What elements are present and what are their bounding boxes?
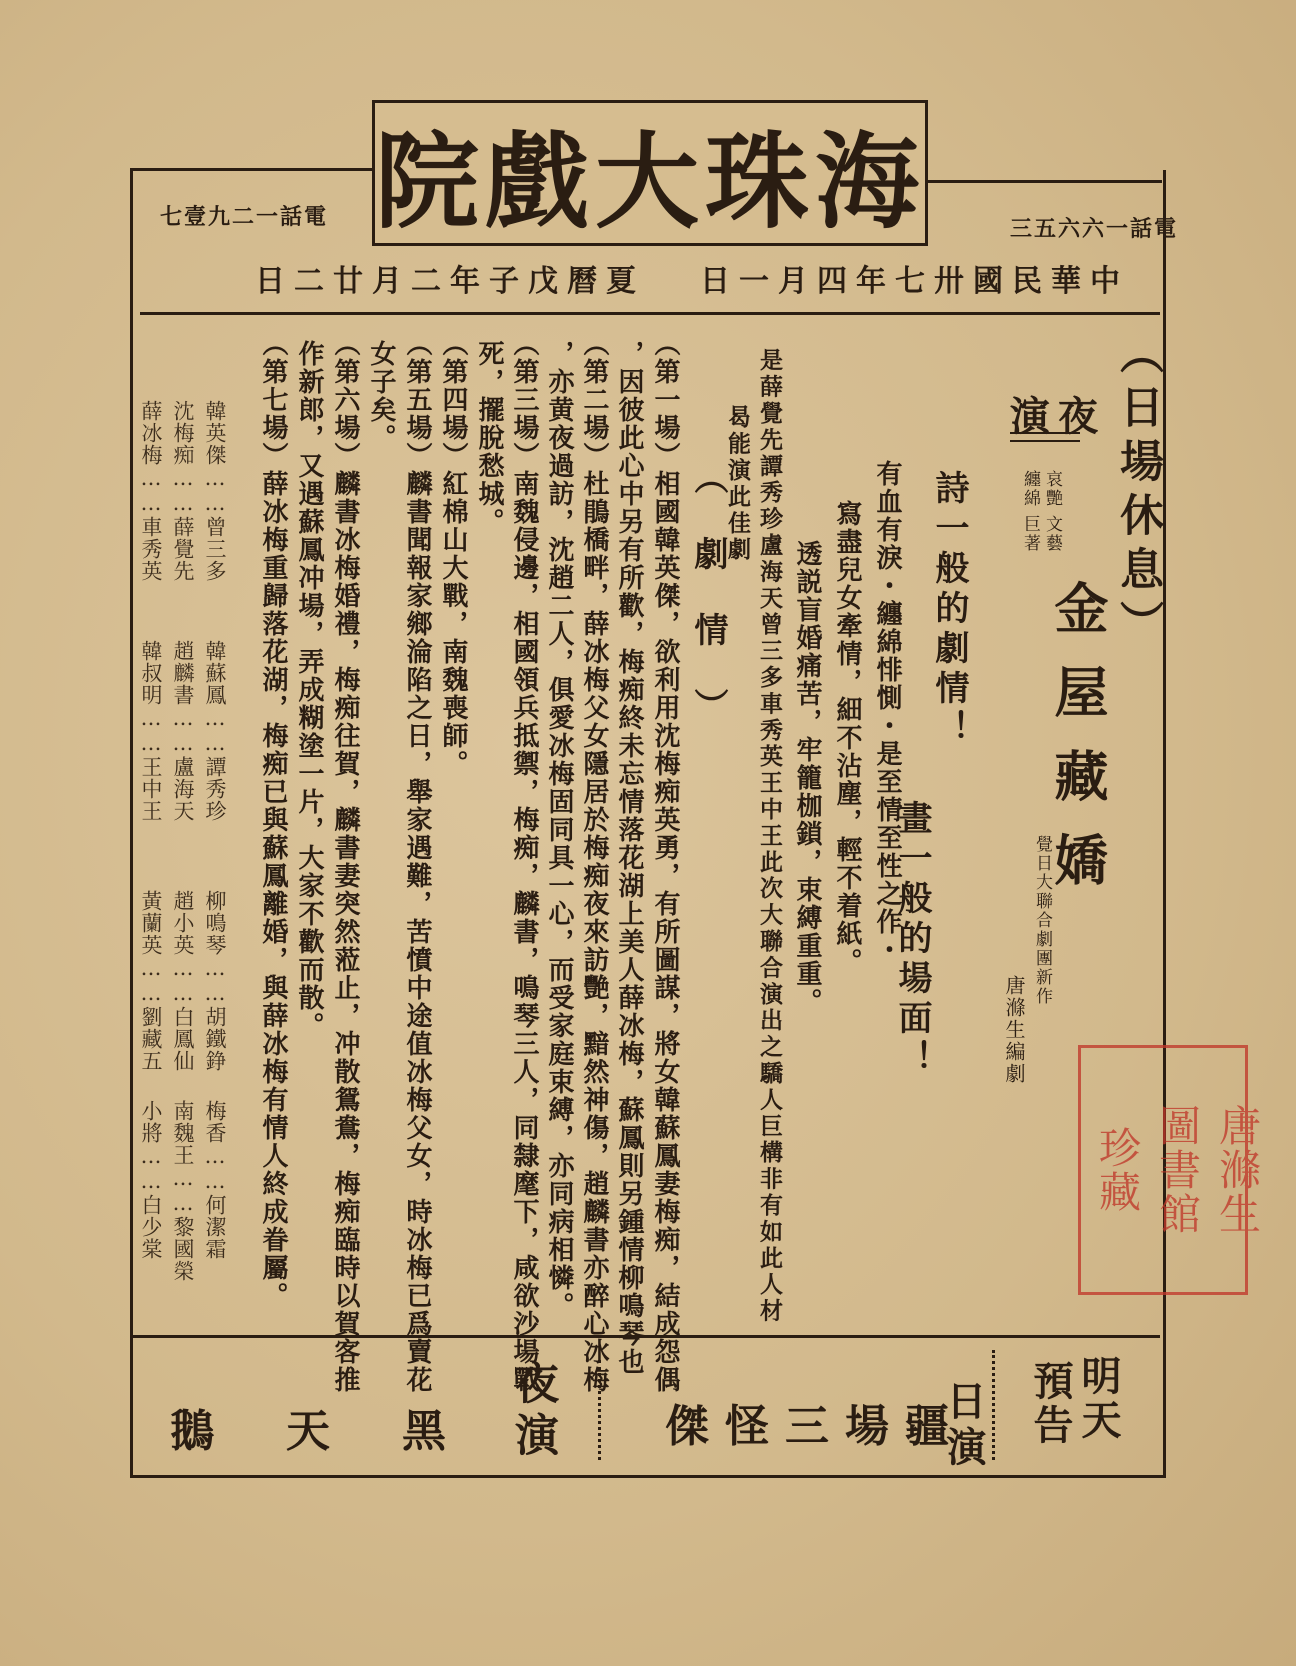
cast-separator: ……	[171, 466, 195, 516]
cast-role: 趙麟書	[171, 640, 195, 706]
cast-actor: 車秀英	[139, 516, 163, 582]
synopsis-line: （第二場）杜鵑橋畔，薛冰梅父女隱居於梅痴夜來訪艷，黯然神傷，趙麟書亦醉心冰梅	[579, 330, 609, 1394]
blurb-line: 是薛覺先譚秀珍盧海天曾三多車秀英王中王此次大聯合演出之驕人巨構非有如此人材	[756, 348, 783, 1325]
day-show-play: 疆場三怪傑	[665, 1401, 965, 1452]
cast-separator: ……	[171, 706, 195, 756]
preview-label: 預告	[1027, 1360, 1074, 1448]
synopsis-line: （第四場）紅棉山大戰，南魏喪師。	[438, 330, 468, 778]
day-show-label: 日演	[940, 1380, 987, 1472]
cast-entry	[136, 890, 166, 1072]
cast-actor: 黎國榮	[171, 1216, 195, 1282]
cast-separator: ……	[203, 706, 227, 756]
seal-text: 圖書館	[1153, 1104, 1202, 1236]
cast-actor: 譚秀珍	[203, 756, 227, 822]
cast-entry	[168, 1100, 198, 1282]
blurb-line: 曷能演此佳劇	[724, 405, 751, 564]
seal-text: 唐滌生	[1213, 1104, 1262, 1236]
day-show-notice: （日場休息）	[1112, 330, 1163, 654]
preview-label: 明天	[1075, 1355, 1122, 1443]
cast-entry	[136, 400, 166, 582]
night-show-label: 夜演	[507, 1360, 558, 1464]
cast-actor: 胡鐵錚	[203, 1006, 227, 1072]
cast-actor: 薛覺先	[171, 516, 195, 582]
tag: 纏綿	[1020, 470, 1040, 508]
cast-role: 趙小英	[171, 890, 195, 956]
cast-entry	[200, 640, 230, 822]
cast-separator: ……	[139, 466, 163, 516]
cast-entry	[168, 890, 198, 1072]
cast-separator: ……	[139, 706, 163, 756]
cast-role: 韓叔明	[139, 640, 163, 706]
cast-separator: ……	[171, 1166, 195, 1216]
cast-entry	[200, 890, 230, 1072]
date-republic: 中華民國卅七年四月一日	[700, 264, 1129, 299]
library-seal	[1078, 1045, 1262, 1295]
synopsis-line: （第七場）薛冰梅重歸落花湖，梅痴已與蘇鳳離婚，與薛冰梅有情人終成眷屬。	[258, 330, 288, 1310]
company-name: 覺日大聯合劇團新作	[1032, 835, 1052, 1006]
night-label: 夜演	[1010, 393, 1106, 440]
night-show-play: 黑天鵝	[170, 1406, 518, 1457]
synopsis-line: 作新郎，又遇蘇鳳冲場，弄成糊塗一片，大家不歡而散。	[294, 340, 324, 1040]
cast-separator: ……	[171, 956, 195, 1006]
cast-actor: 白鳳仙	[171, 1006, 195, 1072]
cast-role: 沈梅痴	[171, 400, 195, 466]
cast-entry	[168, 400, 198, 582]
writer-credit: 唐滌生編劇	[1002, 975, 1026, 1085]
cast-role: 小將	[139, 1100, 163, 1144]
slogan-scenes: 畫一般的場面！	[892, 800, 932, 1080]
cast-actor: 白少棠	[139, 1194, 163, 1260]
cast-role: 南魏王	[171, 1100, 195, 1166]
synopsis-line: ，亦黄夜過訪，沈趙二人，俱愛冰梅固同具一心，而受家庭束縛，亦同病相憐。	[544, 340, 574, 1320]
divider	[130, 168, 372, 171]
phone-left: 電話一二九壹七	[160, 204, 329, 230]
cast-entry	[136, 1100, 166, 1260]
divider	[992, 1350, 995, 1460]
seal-text: 珍藏	[1093, 1126, 1142, 1214]
cast-role: 薛冰梅	[139, 400, 163, 466]
synopsis-line: 死，擺脫愁城。	[474, 340, 504, 536]
cast-actor: 王中王	[139, 756, 163, 822]
cast-role: 韓蘇鳳	[203, 640, 227, 706]
divider	[598, 1360, 601, 1460]
blurb-line: 透説盲婚痛苦，牢籠枷鎖，束縛重重。	[792, 540, 822, 1016]
cast-entry	[168, 640, 198, 822]
synopsis-heading: （劇情）	[688, 460, 728, 764]
divider	[922, 180, 1162, 183]
cast-actor: 盧海天	[171, 756, 195, 822]
cast-entry	[200, 1100, 230, 1260]
cast-actor: 曾三多	[203, 516, 227, 582]
tag: 哀艷	[1042, 470, 1062, 508]
cast-role: 柳鳴琴	[203, 890, 227, 956]
cast-separator: ……	[203, 956, 227, 1006]
synopsis-line: ，因彼此心中另有所歡，梅痴終未忘情落花湖上美人薛冰梅，蘇鳳則另鍾情柳鳴琴也	[614, 340, 644, 1376]
synopsis-line: （第一場）相國韓英傑，欲利用沈梅痴英勇，有所圖謀，將女韓蘇鳳妻梅痴，結成怨偶	[650, 330, 680, 1394]
cast-role: 梅香	[203, 1100, 227, 1144]
cast-entry	[200, 400, 230, 582]
synopsis-line: （第六場）麟書冰梅婚禮，梅痴往賀，麟書妻突然蒞止，冲散鴛鴦，梅痴臨時以賀客推	[330, 330, 360, 1394]
title-box	[372, 100, 928, 246]
tag: 文藝	[1042, 515, 1062, 553]
theatre-name: 海珠大戲院	[375, 120, 926, 243]
cast-role: 黃蘭英	[139, 890, 163, 956]
cast-role: 韓英傑	[203, 400, 227, 466]
play-title: 金屋藏嬌	[1046, 580, 1110, 916]
tag: 巨著	[1020, 515, 1040, 553]
blurb-line: 有血有淚・纏綿悱惻・是至情至性之作・	[872, 460, 902, 964]
cast-entry	[136, 640, 166, 822]
divider	[140, 312, 1160, 315]
blurb-line: 寫盡兒女牽情，細不沾塵，輕不着紙。	[832, 500, 862, 976]
synopsis-line: （第五場）麟書聞報家鄉淪陷之日，舉家遇難，苦憤中途值冰梅父女，時冰梅已爲賣花	[402, 330, 432, 1394]
date-lunar: 夏曆戊子年二月廿二日	[255, 264, 645, 299]
cast-separator: ……	[203, 1144, 227, 1194]
cast-actor: 何潔霜	[203, 1194, 227, 1260]
cast-separator: ……	[203, 466, 227, 516]
cast-separator: ……	[139, 956, 163, 1006]
synopsis-line: （第三場）南魏侵邊，相國領兵抵禦，梅痴，麟書，鳴琴三人，同隸麾下，咸欲沙場戰	[509, 330, 539, 1394]
cast-actor: 劉藏五	[139, 1006, 163, 1072]
slogan-plot: 詩一般的劇情！	[929, 470, 969, 750]
phone-right: 電話一六六五三	[1010, 216, 1179, 242]
cast-separator: ……	[139, 1144, 163, 1194]
synopsis-line: 女子矣。	[366, 340, 396, 452]
